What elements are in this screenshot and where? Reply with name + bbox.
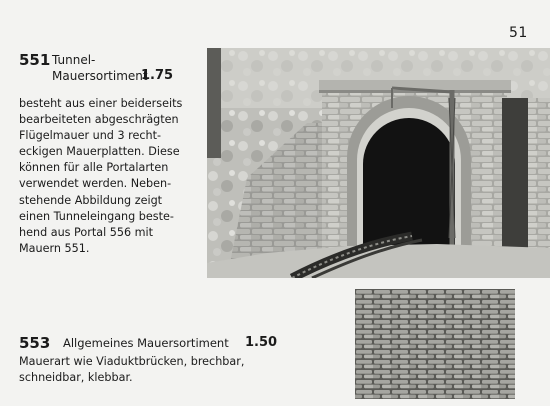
description-line: eckigen Mauerplatten. Diese bbox=[19, 145, 180, 159]
description-line: besteht aus einer beiderseits bbox=[19, 97, 183, 110]
description-line: einen Tunneleingang beste- bbox=[19, 209, 174, 223]
entry-title: Allgemeines Mauersortiment bbox=[63, 336, 229, 350]
description-line: können für alle Portalarten bbox=[19, 161, 169, 175]
entry-title-line1: Tunnel- bbox=[52, 53, 96, 67]
tunnel-entrance-photo bbox=[207, 48, 550, 278]
entry-price: 1.75 bbox=[141, 68, 174, 83]
description-line: bearbeiteten abgeschrägten bbox=[19, 113, 179, 127]
description-line: Mauerart wie Viaduktbrücken, brechbar, bbox=[19, 355, 245, 368]
entry-price: 1.50 bbox=[245, 335, 278, 350]
page-number: 51 bbox=[509, 25, 528, 41]
description-line: Flügelmauer und 3 recht- bbox=[19, 129, 162, 143]
entry-description bbox=[19, 354, 339, 386]
entry-title-line2: Mauersortiment bbox=[52, 69, 148, 83]
entry-number: 551 bbox=[19, 51, 51, 69]
entry-description bbox=[19, 96, 205, 257]
description-line: stehende Abbildung zeigt bbox=[19, 193, 163, 207]
description-line: verwendet werden. Neben- bbox=[19, 177, 172, 191]
description-line: schneidbar, klebbar. bbox=[19, 371, 133, 384]
description-line: hend aus Portal 556 mit bbox=[19, 225, 154, 239]
entry-number: 553 bbox=[19, 334, 51, 352]
description-line: Mauern 551. bbox=[19, 241, 90, 255]
wall-sample-photo bbox=[355, 289, 515, 399]
